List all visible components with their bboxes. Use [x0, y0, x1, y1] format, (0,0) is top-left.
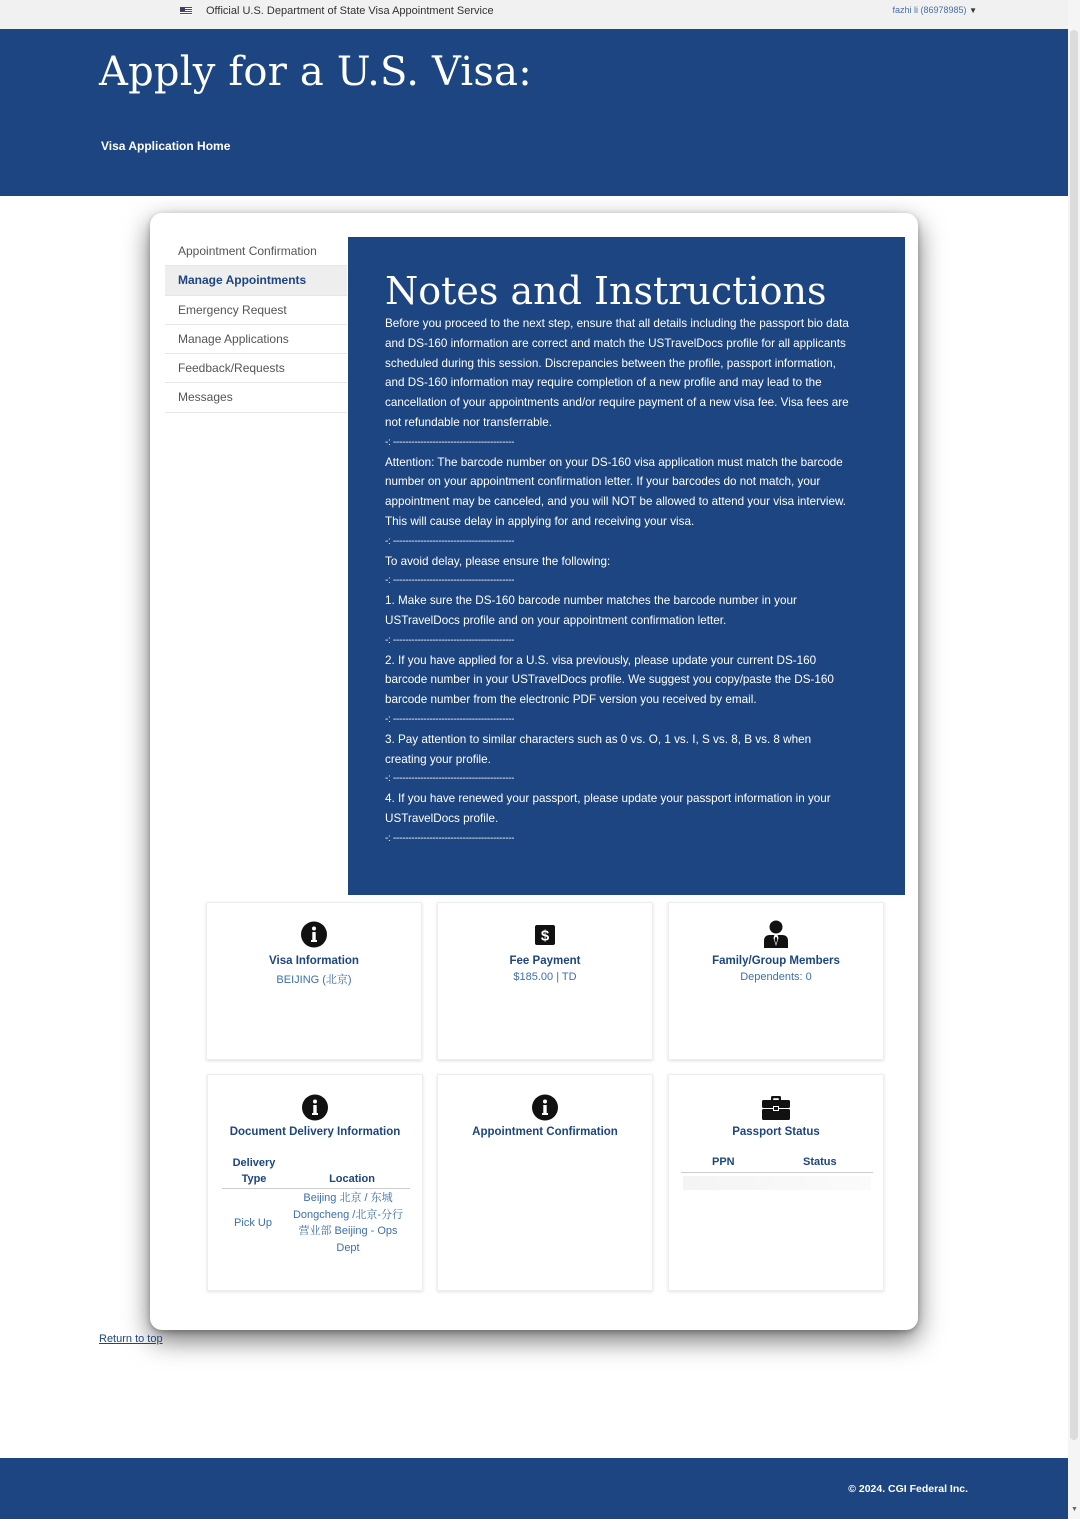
location-header: Location: [329, 1173, 375, 1185]
passport-row-placeholder: [683, 1176, 871, 1190]
svg-text:$: $: [540, 927, 550, 945]
info-circle-icon: [301, 921, 328, 948]
page-header: [0, 29, 1068, 196]
notes-separator: -: ----------------------------------------: [385, 436, 515, 448]
return-to-top-link[interactable]: Return to top: [99, 1333, 163, 1345]
official-banner-text: Official U.S. Department of State Visa Appointment Service: [206, 5, 494, 17]
visa-post-value: BEIJING (北京): [276, 974, 352, 986]
page-scrollbar[interactable]: [1068, 0, 1080, 1519]
sidebar-item-appointment-confirmation[interactable]: Appointment Confirmation: [165, 237, 347, 266]
family-group-tile[interactable]: [668, 902, 884, 1060]
notes-separator: -: ----------------------------------------: [385, 832, 515, 844]
notes-paragraph: To avoid delay, please ensure the following:: [385, 554, 611, 568]
visa-information-tile[interactable]: [206, 902, 422, 1060]
notes-separator: -: ----------------------------------------: [385, 535, 515, 547]
family-group-title[interactable]: Family/Group Members: [712, 955, 840, 967]
notes-separator: -: ----------------------------------------: [385, 713, 515, 725]
scroll-down-arrow-icon[interactable]: ▼: [1071, 1506, 1078, 1513]
table-divider: [681, 1172, 873, 1173]
delivery-type-header: Delivery Type: [232, 1157, 276, 1185]
table-divider: [222, 1188, 410, 1189]
caret-down-icon[interactable]: ▼: [969, 6, 977, 15]
fee-payment-title[interactable]: Fee Payment: [509, 955, 581, 967]
delivery-type-value: Pick Up: [234, 1217, 272, 1229]
notes-paragraph: Before you proceed to the next step, ensure that all details including the passport bio data and DS-160 information are correct and match the USTravelDocs profile for all applicants scheduled during this session. Discrepancies between the profile, passport information, and DS-160 information may require completion of a new profile and may lead to the cancellation of your appointments and/or require payment of a new visa fee. Visa fees are not refundable nor transferrable.: [385, 317, 849, 429]
page-footer: [0, 1458, 1068, 1519]
appointment-confirmation-title[interactable]: Appointment Confirmation: [472, 1126, 618, 1138]
document-delivery-title[interactable]: Document Delivery Information: [229, 1126, 401, 1138]
dependents-value: Dependents: 0: [740, 971, 812, 983]
passport-status-title[interactable]: Passport Status: [732, 1126, 820, 1138]
passport-status-tile[interactable]: [668, 1074, 884, 1291]
notes-separator: -: ----------------------------------------: [385, 773, 515, 785]
visa-application-home-link[interactable]: Visa Application Home: [101, 139, 231, 153]
visa-information-title[interactable]: Visa Information: [269, 955, 359, 967]
sidebar-item-manage-appointments[interactable]: Manage Appointments: [165, 266, 347, 295]
document-delivery-tile[interactable]: [207, 1074, 423, 1291]
notes-paragraph: 4. If you have renewed your passport, please update your passport information in your USTravelDocs profile.: [385, 792, 831, 825]
appointment-confirmation-tile[interactable]: [437, 1074, 653, 1291]
sidebar-item-manage-applications[interactable]: Manage Applications: [165, 325, 347, 354]
sidebar-item-feedback-requests[interactable]: Feedback/Requests: [165, 354, 347, 383]
info-circle-icon: [302, 1094, 329, 1121]
delivery-location-value: Beijing 北京 / 东城 Dongcheng /北京-分行营业部 Beijing - Ops Dept: [292, 1192, 404, 1254]
user-tie-icon: [763, 920, 789, 949]
briefcase-icon: [762, 1096, 790, 1120]
notes-separator: -: ----------------------------------------: [385, 575, 515, 587]
notes-separator: -: ----------------------------------------: [385, 634, 515, 646]
sidebar-item-emergency-request[interactable]: Emergency Request: [165, 296, 347, 325]
fee-amount-value: $185.00 | TD: [513, 971, 577, 983]
notes-panel: [348, 237, 905, 895]
info-circle-icon: [532, 1094, 559, 1121]
sidebar-nav: [165, 237, 347, 413]
user-menu[interactable]: [893, 5, 978, 15]
notes-title: Notes and Instructions: [385, 269, 827, 313]
user-name[interactable]: fazhi li (86978985): [892, 5, 967, 15]
dollar-icon: [535, 925, 555, 945]
footer-copyright: © 2024. CGI Federal Inc.: [848, 1483, 968, 1495]
notes-paragraph: 2. If you have applied for a U.S. visa previously, please update your current DS-160 barcode number in your USTravelDocs profile. We suggest you copy/paste the DS-160 barcode number from the electronic PDF version you received by email.: [385, 653, 834, 707]
notes-paragraph: 3. Pay attention to similar characters such as 0 vs. O, 1 vs. I, S vs. 8, B vs. 8 when creating your profile.: [385, 732, 812, 766]
ppn-header: PPN: [712, 1156, 735, 1168]
page-title: Apply for a U.S. Visa:: [99, 49, 532, 95]
fee-payment-tile[interactable]: [437, 902, 653, 1060]
notes-paragraph: 1. Make sure the DS-160 barcode number matches the barcode number in your USTravelDocs profile and on your appointment confirmation letter.: [385, 594, 797, 627]
official-banner: [0, 0, 1068, 29]
status-header: Status: [803, 1156, 837, 1168]
notes-body: [385, 314, 855, 849]
notes-paragraph: Attention: The barcode number on your DS-160 visa application must match the barcode number on your appointment confirmation letter. If your barcodes do not match, your appointment may be canceled, and you will NOT be allowed to attend your visa interview. This will cause delay in applying for and receiving your visa.: [385, 455, 847, 528]
scrollbar-thumb[interactable]: [1070, 30, 1078, 1440]
us-flag-icon: [180, 7, 192, 15]
sidebar-item-messages[interactable]: Messages: [165, 383, 347, 412]
